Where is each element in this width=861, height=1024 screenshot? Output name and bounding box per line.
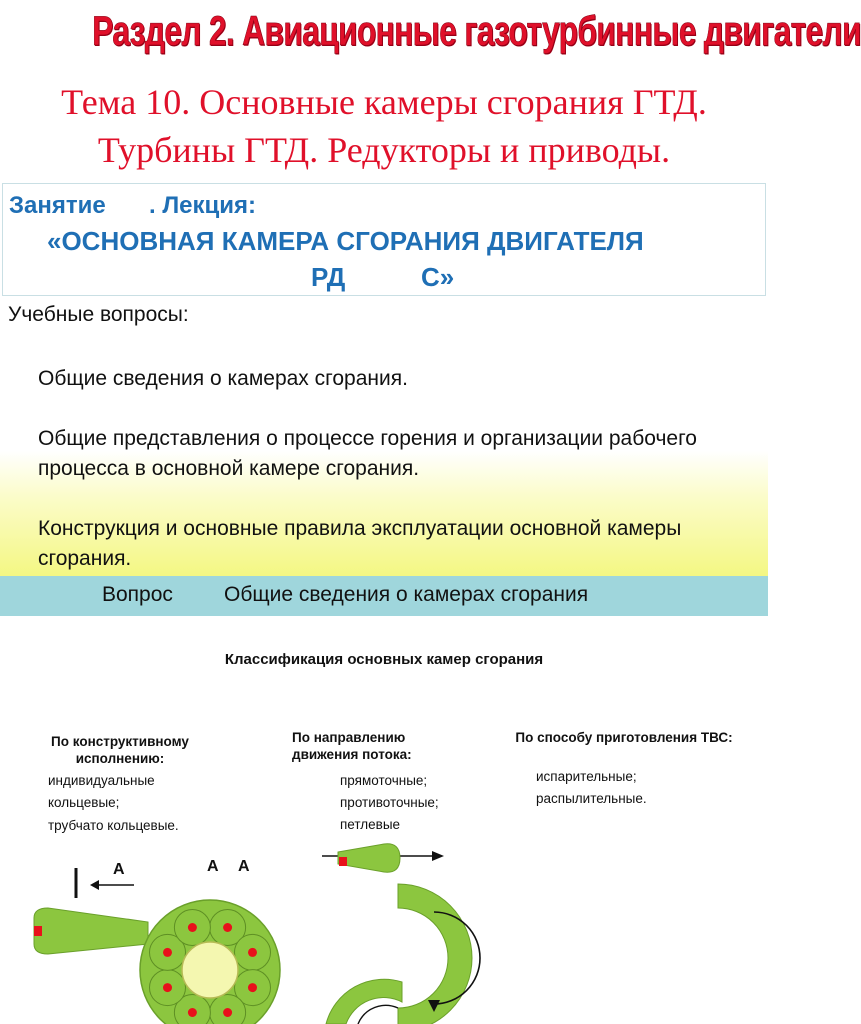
class-item: кольцевые; (48, 795, 120, 810)
topic-line-1: Тема 10. Основные камеры сгорания ГТД. (61, 82, 707, 122)
class-item: противоточные; (340, 795, 439, 810)
fuel-injector (248, 948, 257, 957)
fuel-injector (223, 923, 232, 932)
class-item: прямоточные; (340, 773, 428, 788)
annular-chamber-core (182, 942, 238, 998)
lecture-title-line-1: «ОСНОВНАЯ КАМЕРА СГОРАНИЯ ДВИГАТЕЛЯ (47, 226, 644, 256)
fuel-injector (223, 1008, 232, 1017)
section-label: А (113, 861, 125, 878)
class-item: петлевые (340, 817, 401, 832)
loop-chamber (326, 979, 402, 1024)
fuel-injector (34, 926, 42, 936)
question-label: Вопрос (102, 583, 173, 606)
topic-title (0, 78, 768, 174)
straight-flow-chamber (338, 844, 400, 872)
class-item: испарительные; (536, 769, 637, 784)
class-header-flow: По направлению движения потока: (292, 730, 412, 762)
study-questions (0, 298, 768, 576)
question-item: Общие сведения о камерах сгорания. (38, 367, 408, 390)
lecture-box (2, 183, 766, 296)
fuel-injector (188, 923, 197, 932)
combustion-chamber-diagram (0, 840, 768, 1024)
lecture-title-part-b: С» (421, 262, 455, 292)
lecture-label: Занятие (9, 192, 106, 219)
question-item: Конструкция и основные правила эксплуатации основной камеры сгорания. (38, 517, 682, 570)
fuel-injector (339, 857, 347, 866)
section-arrowhead (90, 880, 99, 890)
section-label: А (207, 858, 219, 875)
fuel-injector (163, 948, 172, 957)
lecture-type: . Лекция: (149, 192, 257, 219)
section-label: А (238, 858, 250, 875)
question-item: Общие представления о процессе горения и организации рабочего процесса в основной камере сгорания. (38, 427, 697, 480)
class-item: трубчато кольцевые. (48, 818, 179, 833)
question-bar (0, 576, 768, 616)
class-item: индивидуальные (48, 773, 155, 788)
fuel-injector (163, 983, 172, 992)
section-title: Раздел 2. Авиационные газотурбинные двигатели (92, 7, 861, 54)
questions-heading: Учебные вопросы: (8, 303, 189, 326)
class-item: распылительные. (536, 791, 647, 806)
question-text: Общие сведения о камерах сгорания (224, 583, 589, 606)
class-header-design: По конструктивному исполнению: (51, 734, 189, 766)
fuel-injector (248, 983, 257, 992)
fuel-injector (188, 1008, 197, 1017)
can-chamber (34, 908, 148, 954)
class-header-mixture: По способу приготовления ТВС: (515, 730, 733, 745)
flow-arrowhead (432, 851, 444, 861)
topic-line-2: Турбины ГТД. Редукторы и приводы. (97, 130, 671, 170)
loop-flow-arrow (358, 1005, 398, 1024)
lecture-title-part-a: РД (311, 262, 346, 292)
section-title-bar (0, 0, 861, 62)
classification-title: Классификация основных камер сгорания (224, 651, 544, 668)
